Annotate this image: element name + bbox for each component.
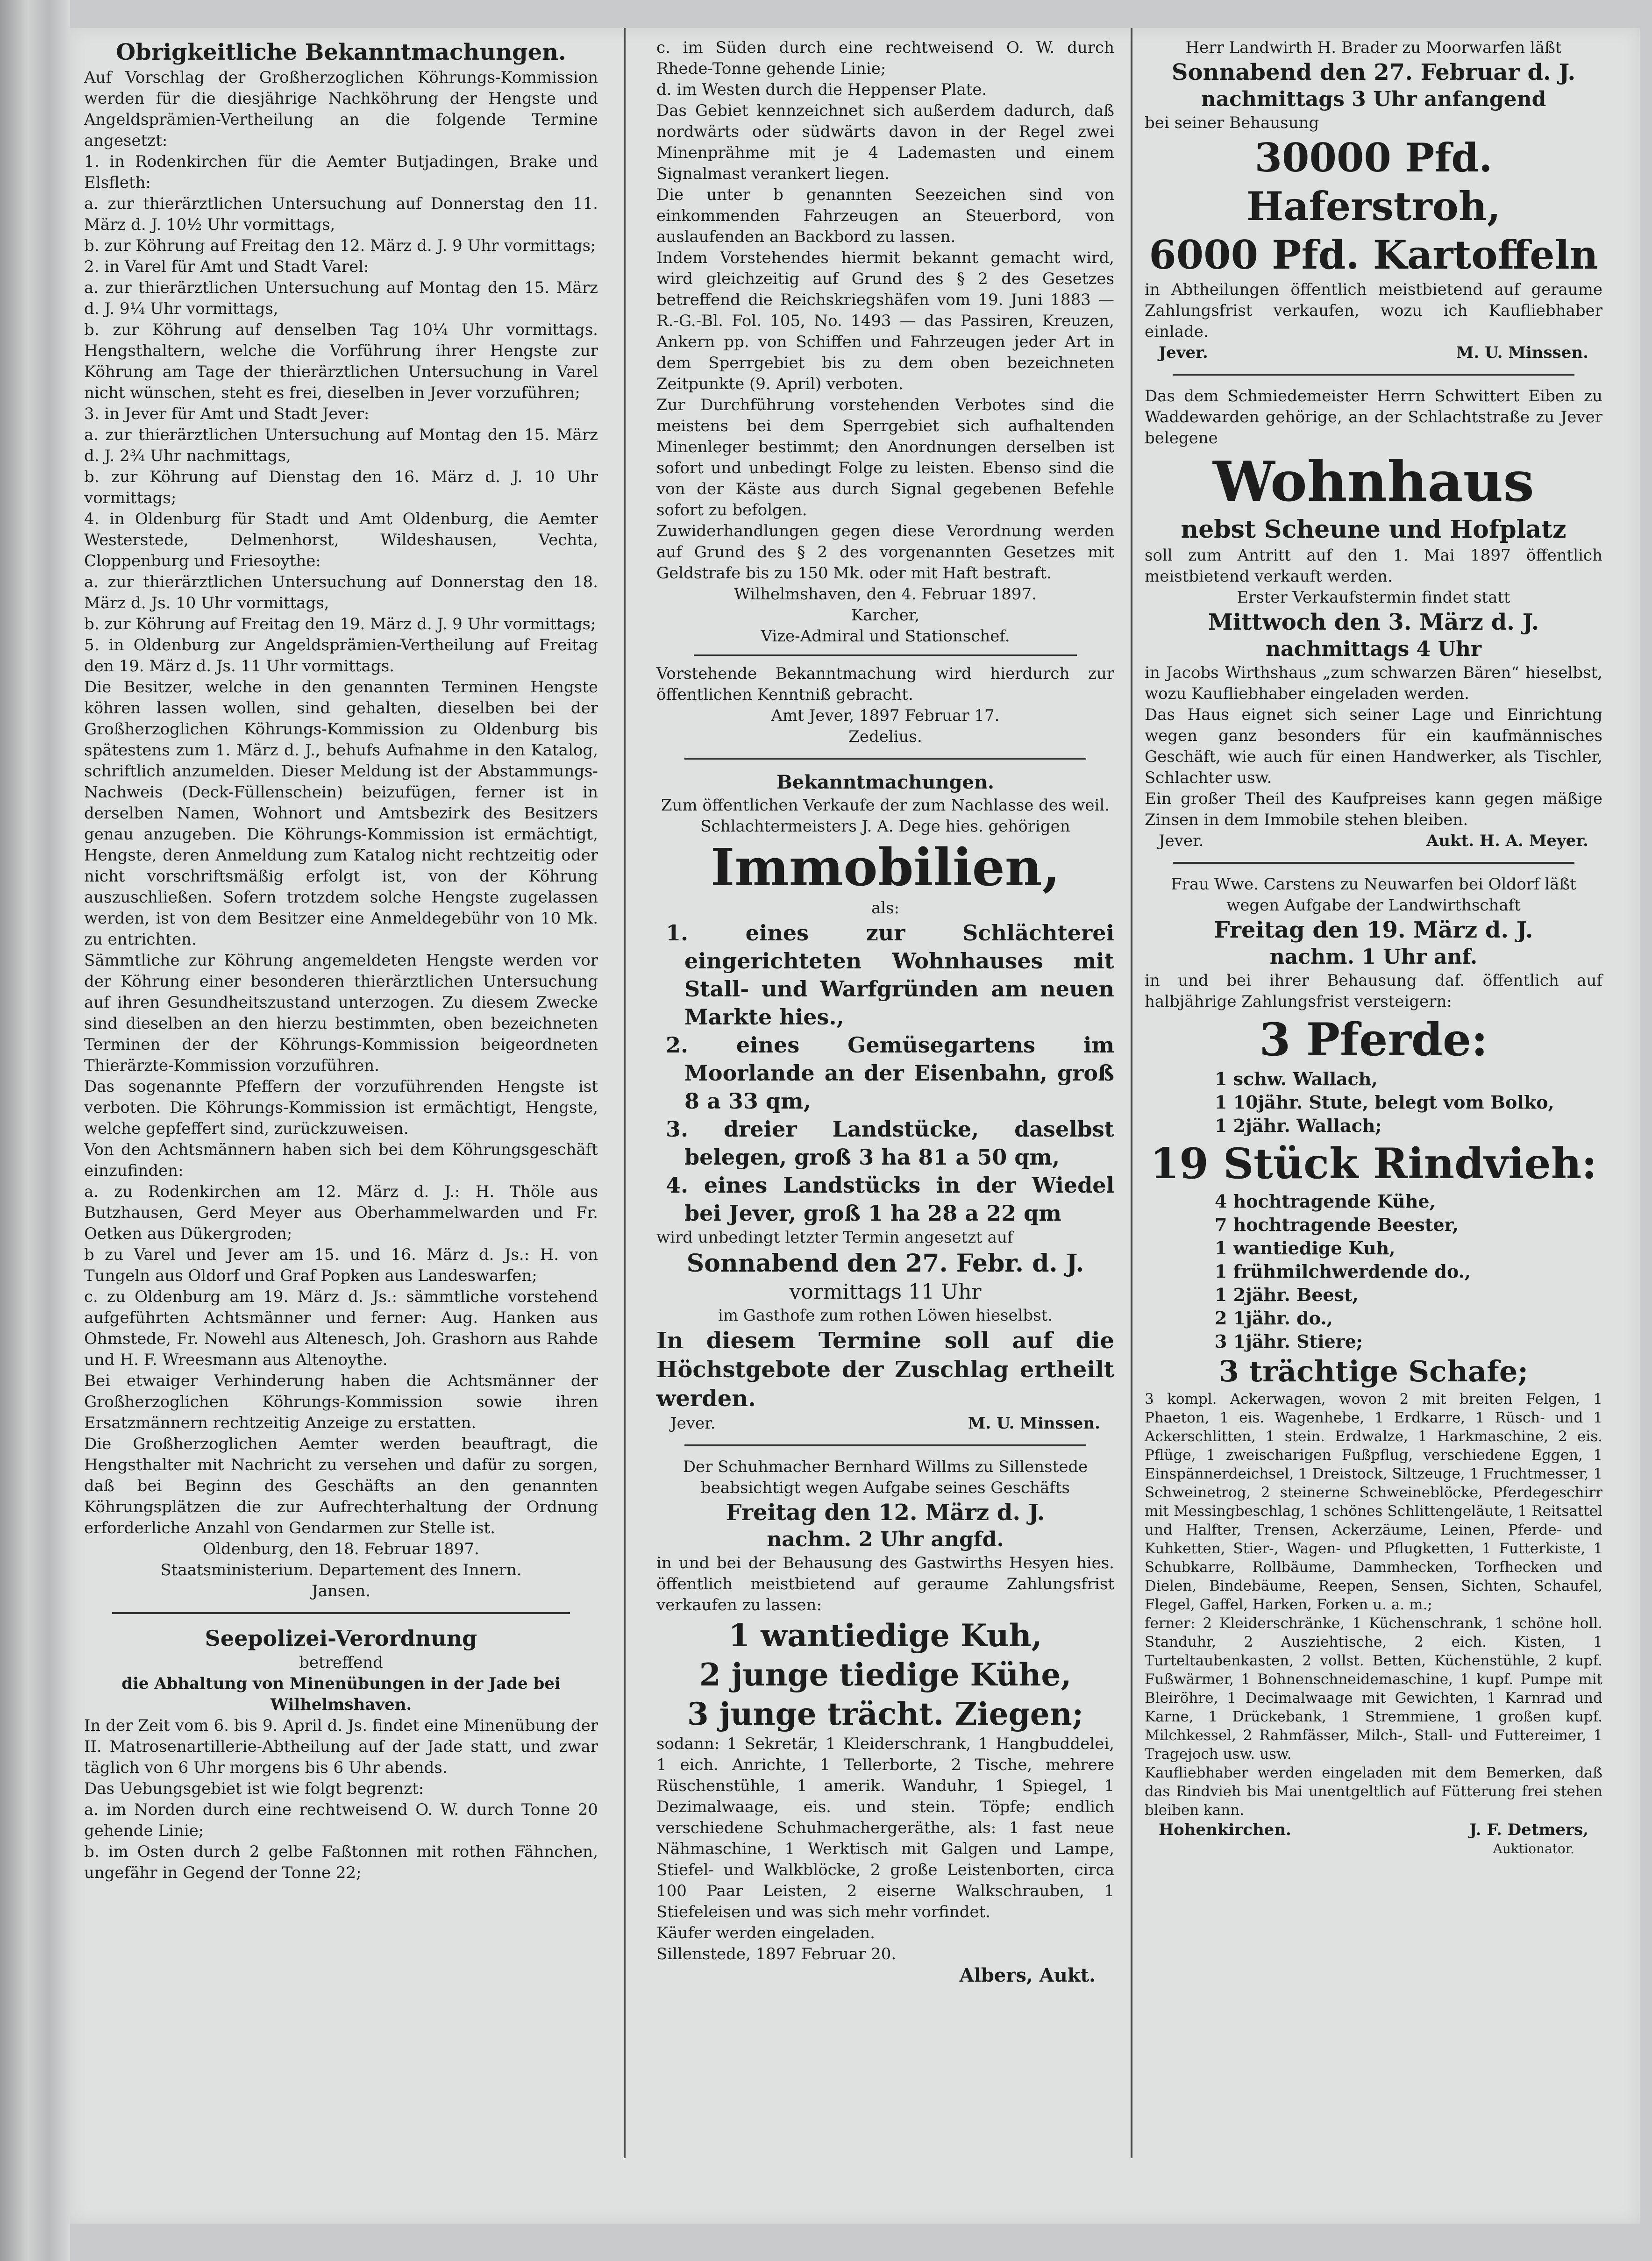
- ordinance-subject: die Abhaltung von Minenübungen in der Jade bei Wilhelmshaven.: [121, 1674, 561, 1714]
- section-heading: Bekanntmachungen.: [776, 771, 994, 793]
- text-para: in Abtheilungen öffentlich meistbietend auf geraume Zahlungsfrist verkaufen, wozu ich Kaufliebhaber einlade.: [1145, 280, 1602, 341]
- column-middle: [656, 37, 1114, 1986]
- signature: Zedelius.: [848, 727, 922, 746]
- text-para: 3 kompl. Ackerwagen, wovon 2 mit breiten Felgen, 1 Phaeton, 1 eis. Wagenhebe, 1 Erdkarre, 1 Rüsch- und 1 Ackerschlitten, 1 stein. Erdwalze, 1 Harkmaschine, 2 eis. Pflüge, 1 zweischarigen Fußpflug, verschiedene Eggen, 1 Einspännerdeichsel, 1 Dreistock, Siltzeuge, 1 Fruchtmesser, 1 Schweinetrog, 2 steinerne Schweineblöcke, Pferdegeschirr mit Messingbeschlag, 1 schönes Schlittengeläute, 1 Reitsattel und Halfter, Trensen, Ackerzäume, Leinen, Pferde- und Kuhketten, Stier-, Wagen- und Pflugketten, 1 Futterkiste, 1 Schubkarre, Rollbäume, Dammhecken, Torfhecken und Dielen, Bindebäume, Reepen, Sensen, Sichten, Schaufel, Flegel, Gaffel, Harken, Forken u. a. m.;: [1145, 1391, 1603, 1613]
- list-item: 1 wantiedige Kuh,: [1215, 1237, 1396, 1258]
- cattle-list: [1145, 1190, 1602, 1353]
- ad-big-line: 3 trächtige Schafe;: [1218, 1354, 1529, 1388]
- list-item: 4. eines Landstücks in der Wiedel bei Jever, groß 1 ha 28 a 22 qm: [666, 1173, 1114, 1226]
- text-para: soll zum Antritt auf den 1. Mai 1897 öffentlich meistbietend verkauft werden.: [1145, 546, 1602, 586]
- text-para: 3. in Jever für Amt und Stadt Jever:: [84, 405, 370, 423]
- text-para: Auf Vorschlag der Großherzoglichen Köhrungs-Kommission werden für die diesjährige Nachköhrung der Hengste und Angeldsprämien-Vertheilung an die folgende Termine angesetzt:: [84, 68, 598, 150]
- column-rule-left: [624, 28, 626, 2158]
- column-official-notices: [84, 37, 598, 1884]
- auction-place: im Gasthofe zum rothen Löwen hieselbst.: [718, 1306, 1053, 1325]
- text-para: Ein großer Theil des Kaufpreises kann gegen mäßige Zinsen in dem Immobile stehen bleiben.: [1145, 789, 1602, 829]
- text-para: a. zur thierärztlichen Untersuchung auf Montag den 15. März d. J. 2¾ Uhr nachmittags,: [84, 426, 598, 465]
- ad-als: als:: [871, 899, 900, 917]
- divider: [1173, 374, 1574, 376]
- auction-date: Freitag den 12. März d. J.: [726, 1500, 1045, 1526]
- text-para: Käufer werden eingeladen.: [656, 1924, 875, 1942]
- divider: [684, 758, 1086, 760]
- ordinance-subline: betreffend: [299, 1653, 383, 1672]
- ad-intro: Der Schuhmacher Bernhard Willms zu Sillenstede beabsichtigt wegen Aufgabe seines Geschäfts: [683, 1458, 1088, 1497]
- ad-signature: [656, 1413, 1114, 1434]
- text-para: Vorstehende Bekanntmachung wird hierdurch zur öffentlichen Kenntniß gebracht.: [656, 664, 1114, 704]
- divider: [112, 1612, 570, 1614]
- text-para: a. zur thierärztlichen Untersuchung auf Donnerstag den 11. März d. J. 10½ Uhr vormittags,: [84, 194, 598, 234]
- auction-time: nachmittags 3 Uhr anfangend: [1201, 87, 1546, 111]
- sig-name: M. U. Minssen.: [1456, 343, 1588, 362]
- list-item: 7 hochtragende Beester,: [1215, 1214, 1459, 1235]
- text-para: Das Gebiet kennzeichnet sich außerdem dadurch, daß nordwärts oder südwärts davon in der Regel zwei Minenprähme mit je 4 Lademasten und einem Signalmast verankert liegen.: [656, 101, 1114, 183]
- ad-big-line: 19 Stück Rindvieh:: [1150, 1139, 1597, 1188]
- ad-intro: Frau Wwe. Carstens zu Neuwarfen bei Oldorf läßt wegen Aufgabe der Landwirthschaft: [1171, 875, 1576, 915]
- sig-place: Jever.: [1159, 832, 1204, 850]
- text-para: wird unbedingt letzter Termin angesetzt auf: [656, 1228, 1013, 1247]
- list-item: 1. eines zur Schlächterei eingerichteten Wohnhauses mit Stall- und Warfgründen am neuen Markte hies.,: [666, 920, 1114, 1030]
- text-para: Sillenstede, 1897 Februar 20.: [656, 1945, 897, 1963]
- text-para: b. zur Köhrung auf Freitag den 19. März d. J. 9 Uhr vormittags;: [84, 615, 596, 633]
- divider: [684, 1444, 1086, 1446]
- ad-big-line: 6000 Pfd. Kartoffeln: [1149, 232, 1598, 278]
- authority-line: Staatsministerium. Departement des Innern.: [160, 1561, 522, 1579]
- dateline: Oldenburg, den 18. Februar 1897.: [203, 1540, 479, 1558]
- text-para: in Jacobs Wirthshaus „zum schwarzen Bären“ hieselbst, wozu Kaufliebhaber eingeladen werden.: [1145, 663, 1602, 703]
- ad-bold-note: In diesem Termine soll auf die Höchstgebote der Zuschlag ertheilt werden.: [656, 1328, 1114, 1412]
- dateline: Amt Jever, 1897 Februar 17.: [771, 706, 1000, 725]
- list-item: 1 2jähr. Beest,: [1215, 1284, 1359, 1305]
- horse-list: [1145, 1067, 1602, 1138]
- auction-date: Mittwoch den 3. März d. J.: [1208, 609, 1539, 635]
- auction-date: Freitag den 19. März d. J.: [1214, 917, 1533, 943]
- text-para: in und bei der Behausung des Gastwirths Hesyen hies. öffentlich meistbietend auf geraume Zahlungsfrist verkaufen zu lassen:: [656, 1554, 1114, 1614]
- auction-time: vormittags 11 Uhr: [789, 1280, 982, 1304]
- ad-intro: Das dem Schmiedemeister Herrn Schwittert Eiben zu Waddewarden gehörige, an der Schlachtstraße zu Jever belegene: [1145, 387, 1602, 448]
- text-para: c. im Süden durch eine rechtweisend O. W. durch Rhede-Tonne gehende Linie;: [656, 38, 1114, 78]
- sig-name: J. F. Detmers,: [1469, 1820, 1588, 1839]
- ad-signature: [1145, 1820, 1602, 1841]
- book-binding-edge: [0, 0, 70, 2261]
- ad-title: Immobilien,: [710, 837, 1061, 897]
- auction-date: Sonnabend den 27. Febr. d. J.: [686, 1249, 1084, 1278]
- text-para: Erster Verkaufstermin findet statt: [1237, 588, 1510, 607]
- text-para: b. zur Köhrung auf Freitag den 12. März d. J. 9 Uhr vormittags;: [84, 236, 596, 255]
- column-right: [1145, 37, 1602, 1857]
- ad-big-line: 30000 Pfd. Haferstroh,: [1246, 135, 1501, 229]
- text-para: 1. in Rodenkirchen für die Aemter Butjadingen, Brake und Elsfleth:: [84, 152, 598, 192]
- text-para: in und bei ihrer Behausung daf. öffentlich auf halbjährige Zahlungsfrist versteigern:: [1145, 971, 1602, 1011]
- sig-name: M. U. Minssen.: [968, 1414, 1100, 1433]
- list-item: 1 10jähr. Stute, belegt vom Bolko,: [1215, 1092, 1554, 1113]
- property-list: [656, 919, 1114, 1227]
- text-para: 5. in Oldenburg zur Angeldsprämien-Vertheilung auf Freitag den 19. März d. Js. 11 Uhr vormittags.: [84, 636, 598, 675]
- text-para: a. zu Rodenkirchen am 12. März d. J.: H. Thöle aus Butzhausen, Gerd Meyer aus Oberhammelwarden und Fr. Oetken aus Dükergroden;: [84, 1182, 598, 1243]
- text-para: 4. in Oldenburg für Stadt und Amt Oldenburg, die Aemter Westerstede, Delmenhorst, Wildeshausen, Vechta, Cloppenburg und Friesoythe:: [84, 510, 598, 570]
- text-para: Zur Durchführung vorstehenden Verbotes sind die meistens bei dem Sperrgebiet sich aufhaltenden Minenleger bestimmt; den Anordnungen derselben ist sofort und unbedingt Folge zu leisten. Ebenso sind die von der Käste aus durch Signal gegebenen Befehle sofort zu befolgen.: [656, 396, 1114, 519]
- text-para: Von den Achtsmännern haben sich bei dem Köhrungsgeschäft einzufinden:: [84, 1140, 598, 1180]
- ad-title: Wohnhaus: [1213, 449, 1534, 514]
- auction-time: nachm. 1 Uhr anf.: [1269, 945, 1478, 969]
- list-item: 1 frühmilchwerdende do.,: [1215, 1261, 1471, 1282]
- section-heading: Obrigkeitliche Bekanntmachungen.: [116, 39, 566, 65]
- signature: Karcher,: [851, 606, 920, 625]
- text-para: ferner: 2 Kleiderschränke, 1 Küchenschrank, 1 schöne holl. Standuhr, 2 Ausziehtische, 2 eich. Kisten, 1 Turteltaubenkasten, 2 vollst. Betten, Küchenstühle, 2 kupf. Fußwärmer, 1 Bohnenschneidemaschine, 1 kupf. Pumpe mit Bleiröhre, 1 Decimalwaage mit Gewichten, 1 Karnrad und Karne, 1 Drückebank, 1 Stremmiene, 1 großen kupf. Milchkessel, 2 Rahmfässer, Milch-, Stall- und Futtereimer, 1 Tragejoch usw. usw.: [1145, 1615, 1602, 1763]
- ad-signature: [1145, 342, 1602, 363]
- sig-title: Auktionator.: [1493, 1841, 1574, 1856]
- list-item: 3. dreier Landstücke, daselbst belegen, groß 3 ha 81 a 50 qm,: [666, 1116, 1114, 1170]
- text-para: d. im Westen durch die Heppenser Plate.: [656, 80, 987, 99]
- sig-place: Jever.: [670, 1414, 716, 1433]
- text-para: Sämmtliche zur Köhrung angemeldeten Hengste werden vor der Köhrung einer besonderen thierärztlichen Untersuchung auf ihren Gesundheitszustand unterzogen. Zu diesem Zwecke sind dieselben an den hierzu bestimmten, oben bezeichneten Terminen der der Köhrungs-Kommission beigeordneten Thierärzte-Kommission vorzuführen.: [84, 951, 598, 1075]
- dateline: Wilhelmshaven, den 4. Februar 1897.: [734, 585, 1037, 604]
- ad-big-line: 3 junge trächt. Ziegen;: [687, 1696, 1084, 1732]
- auction-time: nachm. 2 Uhr angfd.: [767, 1528, 1004, 1551]
- text-para: sodann: 1 Sekretär, 1 Kleiderschrank, 1 Hangbuddelei, 1 eich. Anrichte, 1 Tellerborte, 2 Tische, mehrere Rüschenstühle, 1 amerik. Wanduhr, 1 Spiegel, 1 Dezimalwaage, eis. und stein. Töpfe; endlich verschiedene Schuhmachergeräthe, als: 1 fast neue Nähmaschine, 1 Werktisch mit Galgen und Lampe, Stiefel- und Walkblöcke, 2 große Leistenborten, circa 100 Paar Leisten, 2 eiserne Walkschrauben, 1 Stiefeleisen und was sich mehr vorfindet.: [656, 1735, 1114, 1921]
- text-para: b zu Varel und Jever am 15. und 16. März d. Js.: H. von Tungeln aus Oldorf und Graf Popken aus Landeswarfen;: [84, 1245, 598, 1285]
- divider: [694, 654, 1077, 656]
- list-item: 4 hochtragende Kühe,: [1215, 1191, 1436, 1212]
- text-para: b. im Osten durch 2 gelbe Faßtonnen mit rothen Fähnchen, ungefähr in Gegend der Tonne 22;: [84, 1842, 598, 1882]
- text-para: Die Besitzer, welche in den genannten Terminen Hengste köhren lassen wollen, sind gehalten, dieselben bei der Großherzoglichen Köhrungs-Kommission zu Oldenburg bis spätestens zum 1. März d. J., behufs Aufnahme in den Katalog, schriftlich anzumelden. Dieser Meldung ist der Abstammungs-Nachweis (Deck-Füllenschein) beizufügen, ferner ist in derselben Namen, Wohnort und Amtsbezirk des Besitzers genau anzugeben. Die Köhrungs-Kommission ist ermächtigt, Hengste, deren Anmeldung zum Katalog nicht rechtzeitig oder nicht vorschriftsmäßig erfolgt ist, von der Köhrung auszuschließen. Sofern trotzdem solche Hengste zugelassen werden, ist von dem Besitzer eine Anmeldegebühr von 10 Mk. zu entrichten.: [84, 678, 598, 949]
- divider: [1173, 862, 1574, 864]
- text-para: Kaufliebhaber werden eingeladen mit dem Bemerken, daß das Rindvieh bis Mai unentgeltlich auf Fütterung frei stehen bleiben kann.: [1145, 1764, 1602, 1819]
- text-para: a. zur thierärztlichen Untersuchung auf Montag den 15. März d. J. 9¼ Uhr vormittags,: [84, 278, 598, 318]
- sig-place: Hohenkirchen.: [1159, 1820, 1291, 1839]
- text-para: Das sogenannte Pfeffern der vorzuführenden Hengste ist verboten. Die Köhrungs-Kommission ist ermächtigt, Hengste, welche gepfeffert sind, zurückzuweisen.: [84, 1077, 598, 1138]
- column-rule-right: [1131, 28, 1132, 2158]
- list-item: 1 schw. Wallach,: [1215, 1068, 1378, 1089]
- sig-name: Albers, Aukt.: [959, 1964, 1096, 1986]
- list-item: 1 2jähr. Wallach;: [1215, 1115, 1382, 1136]
- list-item: 2. eines Gemüsegartens im Moorlande an der Eisenbahn, groß 8 a 33 qm,: [666, 1032, 1114, 1114]
- text-para: Die unter b genannten Seezeichen sind von einkommenden Fahrzeugen an Steuerbord, von auslaufenden an Backbord zu lassen.: [656, 185, 1114, 246]
- text-para: Das Haus eignet sich seiner Lage und Einrichtung wegen ganz besonders für ein kaufmännisches Geschäft, wie auch für einen Handwerker, als Tischler, Schlachter usw.: [1145, 705, 1602, 787]
- signature: Jansen.: [311, 1582, 371, 1600]
- ad-intro: Zum öffentlichen Verkaufe der zum Nachlasse des weil. Schlachtermeisters J. A. Dege hies. gehörigen: [661, 796, 1110, 836]
- ad-big-line: 2 junge tiedige Kühe,: [699, 1657, 1072, 1693]
- auction-time: nachmittags 4 Uhr: [1265, 637, 1482, 661]
- text-para: Das Uebungsgebiet ist wie folgt begrenzt:: [84, 1779, 424, 1798]
- ad-big-line: 1 wantiedige Kuh,: [728, 1617, 1042, 1654]
- text-para: Die Großherzoglichen Aemter werden beauftragt, die Hengsthalter mit Nachricht zu versehen und dafür zu sorgen, daß bei Beginn des Geschäfts an den genannten Köhrungsplätzen die zur Aufrechterhaltung der Ordnung erforderliche Anzahl von Gendarmen zur Stelle ist.: [84, 1435, 598, 1537]
- text-para: Indem Vorstehendes hiermit bekannt gemacht wird, wird gleichzeitig auf Grund des § 2 des Gesetzes betreffend die Reichskriegshäfen vom 19. Juni 1883 — R.-G.-Bl. Fol. 105, No. 1493 — das Passiren, Kreuzen, Ankern pp. von Schiffen und Fahrzeugen jeder Art in dem Sperrgebiet bis zu dem oben bezeichneten Zeitpunkte (9. April) verboten.: [656, 249, 1114, 393]
- text-para: 2. in Varel für Amt und Stadt Varel:: [84, 257, 369, 276]
- sig-place: Jever.: [1159, 343, 1208, 362]
- text-para: Zuwiderhandlungen gegen diese Verordnung werden auf Grund des § 2 des vorgenannten Gesetzes mit Geldstrafe bis zu 150 Mk. oder mit Haft bestraft.: [656, 522, 1114, 583]
- ad-big-line: 3 Pferde:: [1259, 1013, 1488, 1066]
- ad-intro: Herr Landwirth H. Brader zu Moorwarfen läßt: [1185, 38, 1562, 57]
- auction-date: Sonnabend den 27. Februar d. J.: [1171, 59, 1576, 85]
- text-para: a. im Norden durch eine rechtweisend O. W. durch Tonne 20 gehende Linie;: [84, 1800, 598, 1840]
- signature-title: Vize-Admiral und Stationschef.: [761, 627, 1010, 646]
- text-para: c. zu Oldenburg am 19. März d. Js.: sämmtliche vorstehend aufgeführten Achtsmänner und ferner: Aug. Hanken aus Ohmstede, Fr. Nowehl aus Altenesch, Joh. Grashorn aus Rahde und H. F. Wreesmann aus Altenoythe.: [84, 1287, 598, 1369]
- text-para: Bei etwaiger Verhinderung haben die Achtsmänner der Großherzoglichen Köhrungs-Kommission sowie ihren Ersatzmännern rechtzeitig Anzeige zu erstatten.: [84, 1372, 598, 1432]
- text-para: b. zur Köhrung auf Dienstag den 16. März d. J. 10 Uhr vormittags;: [84, 468, 598, 507]
- ad-signature: [1145, 831, 1602, 852]
- list-item: 3 1jähr. Stiere;: [1215, 1331, 1363, 1352]
- sig-name: Aukt. H. A. Meyer.: [1426, 832, 1588, 850]
- text-para: In der Zeit vom 6. bis 9. April d. Js. findet eine Minenübung der II. Matrosenartillerie-Abtheilung auf der Jade statt, und zwar täglich von 6 Uhr morgens bis 6 Uhr abends.: [84, 1716, 598, 1777]
- text-para: bei seiner Behausung: [1145, 114, 1319, 132]
- text-para: b. zur Köhrung auf denselben Tag 10¼ Uhr vormittags. Hengsthaltern, welche die Vorführung ihrer Hengste zur Köhrung am Tage der thierärztlichen Untersuchung in Varel nicht wünschen, steht es frei, dieselben in Jever vorzuführen;: [84, 320, 598, 402]
- text-para: a. zur thierärztlichen Untersuchung auf Donnerstag den 18. März d. Js. 10 Uhr vormittags,: [84, 573, 598, 612]
- ad-subtitle: nebst Scheune und Hofplatz: [1181, 515, 1567, 544]
- list-item: 2 1jähr. do.,: [1215, 1308, 1333, 1329]
- ordinance-heading: Seepolizei-Verordnung: [205, 1626, 477, 1651]
